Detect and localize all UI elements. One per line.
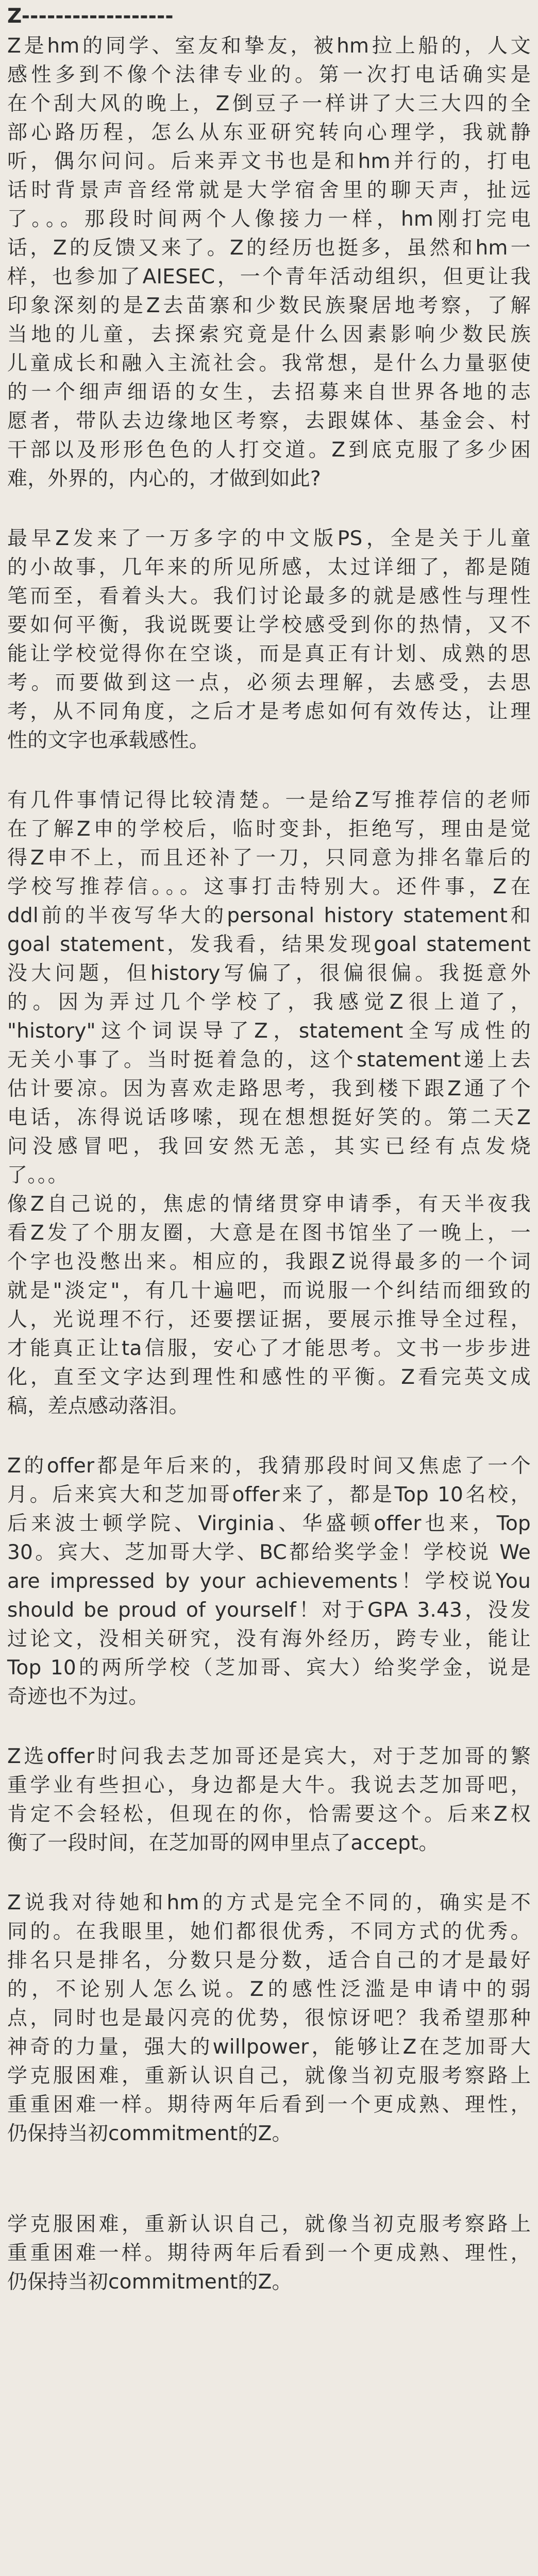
- text-line: 的一个细声细语的女生，去招募来自世界各地的志: [7, 381, 531, 404]
- text-line: Top 10的两所学校（芝加哥、宾大）给奖学金，说是: [7, 1656, 531, 1680]
- text-line: 在个刮大风的晚上，Z倒豆子一样讲了大三大四的全: [7, 92, 531, 115]
- text-line: 话时背景声音经常就是大学宿舍里的聊天声，扯远: [7, 179, 531, 202]
- text-line: 要如何平衡，我说既要让学校感受到你的热情，又不: [7, 614, 531, 637]
- text-line: Z选offer时问我去芝加哥还是宾大，对于芝加哥的繁: [7, 1745, 531, 1768]
- text-line: 话，Z的反馈又来了。Z的经历也挺多，虽然和hm一: [7, 236, 531, 260]
- section-header: Z------------------: [7, 5, 174, 28]
- text-line: 点，同时也是最闪亮的优势，很惊讶吧？我希望那种: [7, 2007, 531, 2030]
- text-line: 最早Z发来了一万多字的中文版PS，全是关于儿童: [7, 527, 531, 550]
- text-line: 个字也没憋出来。相应的，我跟Z说得最多的一个词: [7, 1250, 531, 1274]
- text-line: 估计要凉。因为喜欢走路思考，我到楼下跟Z通了个: [7, 1077, 531, 1100]
- text-line: 排名只是排名，分数只是分数，适合自己的才是最好: [7, 1949, 531, 1972]
- text-line: 奇迹也不为过。: [7, 1685, 149, 1708]
- text-line: 的小故事，几年来的所见所感，太过详细了，都是随: [7, 556, 531, 579]
- text-line: 样，也参加了AIESEC，一个青年活动组织，但更让我: [7, 265, 531, 289]
- text-line: 仍保持当初commitment的Z。: [7, 2122, 292, 2145]
- text-line: 学校写推荐信。。。这事打击特别大。还件事，Z在: [7, 875, 531, 899]
- text-line: 无关小事了。当时挺着急的，这个statement递上去: [7, 1048, 531, 1072]
- text-line: 得Z申不上，而且还补了一刀，只同意为排名靠后的: [7, 846, 531, 870]
- text-line: 重学业有些担心，身边都是大牛。我说去芝加哥吧，: [7, 1774, 531, 1797]
- text-line: 了。。。那段时间两个人像接力一样，hm刚打完电: [7, 208, 531, 231]
- text-line: 听，偶尔问问。后来弄文书也是和hm并行的，打电: [7, 150, 531, 173]
- text-line: 人，光说理不行，还要摆证据，要展示推导全过程，: [7, 1308, 531, 1331]
- text-line: 感性多到不像个法律专业的。第一次打电话确实是: [7, 63, 531, 87]
- text-line: Z是hm的同学、室友和挚友，被hm拉上船的，人文: [7, 35, 531, 58]
- text-line: 看Z发了个朋友圈，大意是在图书馆坐了一晚上，一: [7, 1222, 531, 1245]
- text-line: 化，直至文字达到理性和感性的平衡。Z看完英文成: [7, 1366, 531, 1389]
- text-line: 重重困难一样。期待两年后看到一个更成熟、理性，: [7, 2093, 531, 2116]
- text-line: 考。而要做到这一点，必须去理解，去感受，去思: [7, 671, 531, 694]
- text-line: "history"这个词误导了Z，statement全写成性的: [7, 1020, 531, 1043]
- text-line: 神奇的力量，强大的willpower，能够让Z在芝加哥大: [7, 2036, 531, 2059]
- text-line: Z说我对待她和hm的方式是完全不同的，确实是不: [7, 1891, 531, 1914]
- text-line: 的。因为弄过几个学校了，我感觉Z很上道了，: [7, 991, 531, 1014]
- text-line: 像Z自己说的，焦虑的情绪贯穿申请季，有天半夜我: [7, 1193, 531, 1216]
- text-line: 电话，冻得说话哆嗦，现在想想挺好笑的。第二天Z: [7, 1106, 531, 1129]
- text-line: 肯定不会轻松，但现在的你，恰需要这个。后来Z权: [7, 1803, 531, 1826]
- text-line: 了。。。: [7, 1164, 68, 1187]
- text-line: 同的。在我眼里，她们都很优秀，不同方式的优秀。: [7, 1920, 531, 1943]
- text-line: 后来波士顿学院、Virginia、华盛顿offer也来，Top: [7, 1512, 531, 1535]
- text-line: 才能真正让ta信服，安心了才能思考。文书一步步进: [7, 1337, 531, 1360]
- text-line: 30。宾大、芝加哥大学、BC都给奖学金！学校说 We: [7, 1541, 531, 1564]
- text-line: 的，不论别人怎么说。Z的感性泛滥是申请中的弱: [7, 1978, 531, 2001]
- text-line: 没大问题，但history写偏了，很偏很偏。我挺意外: [7, 962, 531, 985]
- text-line: Z的offer都是年后来的，我猜那段时间又焦虑了一个: [7, 1454, 531, 1478]
- text-line: 仍保持当初commitment的Z。: [7, 2270, 292, 2294]
- text-line: 印象深刻的是Z去苗寨和少数民族聚居地考察，了解: [7, 294, 531, 317]
- text-line: 有几件事情记得比较清楚。一是给Z写推荐信的老师: [7, 789, 531, 812]
- text-line: 衡了一段时间，在芝加哥的网申里点了accept。: [7, 1832, 439, 1855]
- text-line: 稿，差点感动落泪。: [7, 1395, 189, 1418]
- text-line: should be proud of yourself！对于GPA 3.43，没发: [7, 1599, 531, 1622]
- text-line: 部心路历程，怎么从东亚研究转向心理学，我就静: [7, 121, 531, 144]
- text-line: 学克服困难，重新认识自己，就像当初克服考察路上: [7, 2064, 531, 2088]
- text-line: are impressed by your achievements！学校说You: [7, 1570, 531, 1593]
- text-line: 月。后来宾大和芝加哥offer来了，都是Top 10名校，: [7, 1483, 531, 1506]
- text-line: 问没感冒吧，我回安然无恙，其实已经有点发烧: [7, 1135, 531, 1158]
- text-line: 笔而至，看着头大。我们讨论最多的就是感性与理性: [7, 585, 531, 608]
- text-line: goal statement，发我看，结果发现goal statement: [7, 933, 531, 956]
- text-line: ddl前的半夜写华大的personal history statement和: [7, 904, 531, 927]
- text-line: 当地的儿童，去探索究竟是什么因素影响少数民族: [7, 323, 531, 346]
- text-line: 考，从不同角度，之后才是考虑如何有效传达，让理: [7, 700, 531, 723]
- text-line: 干部以及形形色色的人打交道。Z到底克服了多少困: [7, 438, 531, 462]
- text-line: 在了解Z申的学校后，临时变卦，拒绝写，理由是觉: [7, 818, 531, 841]
- text-line: 难，外界的，内心的，才做到如此?: [7, 467, 321, 490]
- text-line: 儿童成长和融入主流社会。我常想，是什么力量驱使: [7, 352, 531, 375]
- text-line: 重重困难一样。期待两年后看到一个更成熟、理性，: [7, 2242, 531, 2265]
- text-line: 过论文，没相关研究，没有海外经历，跨专业，能让: [7, 1628, 531, 1651]
- text-line: 能让学校觉得你在空谈，而是真正有计划、成熟的思: [7, 642, 531, 666]
- text-line: 学克服困难，重新认识自己，就像当初克服考察路上: [7, 2213, 531, 2236]
- text-line: 就是"淡定"，有几十遍吧，而说服一个纠结而细致的: [7, 1279, 531, 1302]
- text-line: 性的文字也承载感性。: [7, 729, 210, 752]
- text-line: 愿者，带队去边缘地区考察，去跟媒体、基金会、村: [7, 410, 531, 433]
